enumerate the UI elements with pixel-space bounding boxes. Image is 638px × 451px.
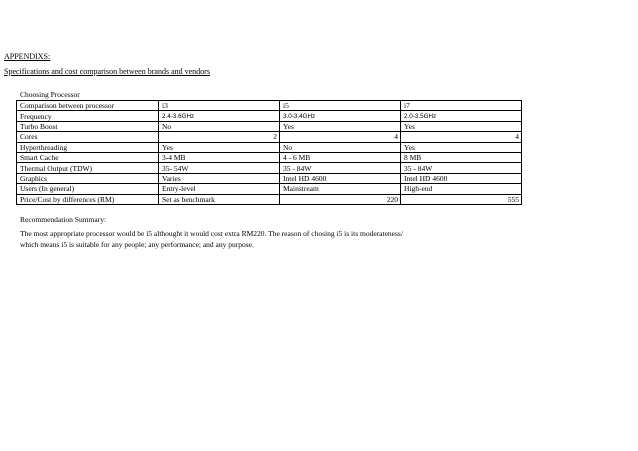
table-cell: Entry-level	[159, 184, 280, 194]
table-cell: 35 - 84W	[280, 163, 401, 173]
table-cell: Yes	[401, 142, 522, 152]
appendix-subtitle: Specifications and cost comparison between brands and vendors	[4, 67, 210, 76]
table-cell: Intel HD 4600	[280, 173, 401, 183]
row-label: Smart Cache	[17, 152, 159, 162]
table-cell: No	[159, 121, 280, 131]
table-cell: 35- 54W	[159, 163, 280, 173]
recommendation-line: which means i5 is suitable for any people; any performance; and any purpose.	[20, 240, 254, 249]
table-cell: Intel HD 4600	[401, 173, 522, 183]
table-cell: 4	[280, 132, 401, 142]
row-label: Cores	[17, 132, 159, 142]
table-cell: 3.0-3.4GHz	[280, 111, 401, 121]
table-cell: No	[280, 142, 401, 152]
table-cell: 2.0-3.5GHz	[401, 111, 522, 121]
table-cell: 4	[401, 132, 522, 142]
table-cell: 2.4-3.6GHz	[159, 111, 280, 121]
table-cell: Set as benchmark	[159, 194, 280, 204]
table-row-frequency	[17, 111, 522, 121]
table-cell: 220	[280, 194, 401, 204]
recommendation-line: The most appropriate processor would be i5 althought it would cost extra RM220. The reason of chosing i5 is its moderateness/	[20, 229, 403, 238]
table-row-hyperthreading	[17, 142, 522, 152]
header-cell: i5	[280, 101, 401, 111]
table-cell: 3-4 MB	[159, 152, 280, 162]
row-label: Thermal Output (TDW)	[17, 163, 159, 173]
table-cell: 555	[401, 194, 522, 204]
table-cell: 8 MB	[401, 152, 522, 162]
table-cell: Mainstream	[280, 184, 401, 194]
row-label: Price/Cost by differences (RM)	[17, 194, 159, 204]
table-cell: 4 - 6 MB	[280, 152, 401, 162]
table-header-row	[17, 101, 522, 111]
header-cell: Comparison between processor	[17, 101, 159, 111]
table-cell: Varies	[159, 173, 280, 183]
header-cell: i3	[159, 101, 280, 111]
processor-comparison-table	[16, 100, 522, 205]
table-row-graphics	[17, 173, 522, 183]
section-label: Choosing Processor	[20, 90, 80, 99]
table-cell: Yes	[280, 121, 401, 131]
row-label: Frequency	[17, 111, 159, 121]
table-cell: Yes	[159, 142, 280, 152]
table-cell: Yes	[401, 121, 522, 131]
table-cell: 35 - 84W	[401, 163, 522, 173]
header-cell: i7	[401, 101, 522, 111]
recommendation-label: Recommendation Summary:	[20, 215, 107, 224]
table-cell: High-end	[401, 184, 522, 194]
appendix-title: APPENDIXS:	[4, 52, 51, 61]
table-row-thermal-output	[17, 163, 522, 173]
table-row-users	[17, 184, 522, 194]
table-cell: 2	[159, 132, 280, 142]
row-label: Users (In general)	[17, 184, 159, 194]
row-label: Hyperthreading	[17, 142, 159, 152]
table-row-smart-cache	[17, 152, 522, 162]
row-label: Turbo Boost	[17, 121, 159, 131]
row-label: Graphics	[17, 173, 159, 183]
table-row-turbo-boost	[17, 121, 522, 131]
table-row-price	[17, 194, 522, 204]
table-row-cores	[17, 132, 522, 142]
